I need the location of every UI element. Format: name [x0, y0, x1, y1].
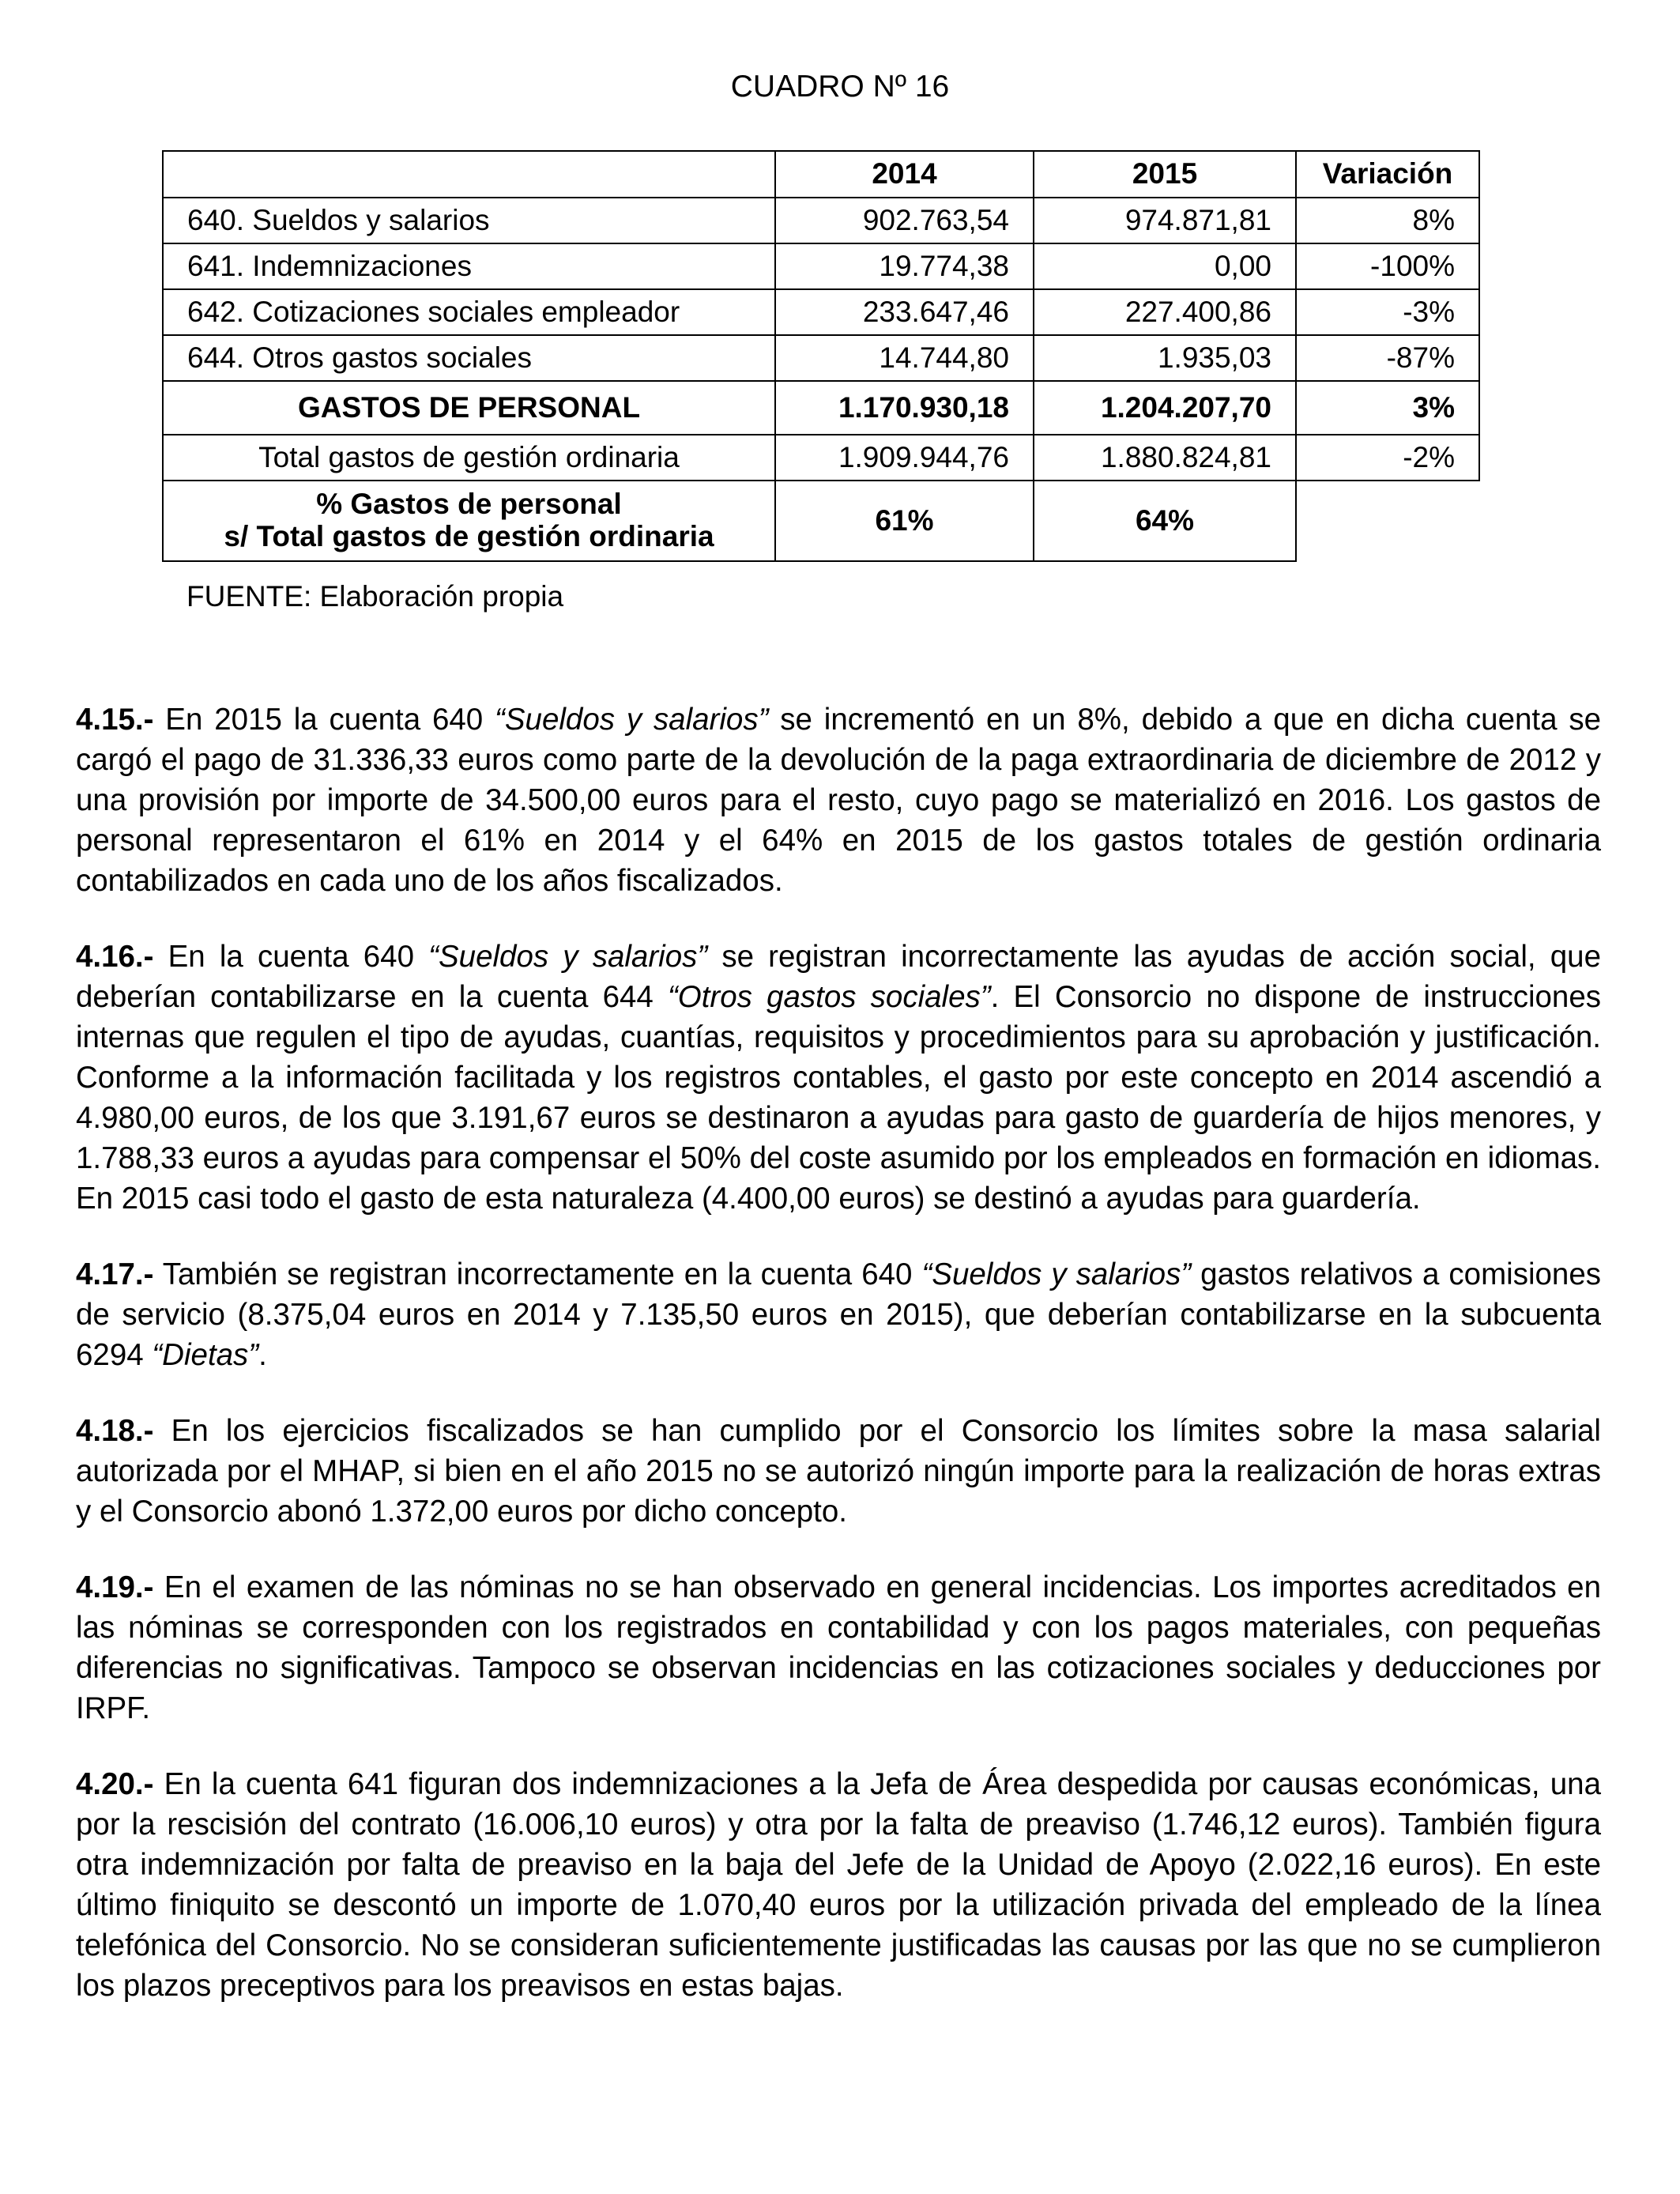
value-variacion: 8% — [1296, 198, 1479, 243]
percentage-label-line1: % Gastos de personal — [316, 488, 622, 521]
paragraph-text: En 2015 la cuenta 640 — [153, 703, 495, 737]
value-2015: 227.400,86 — [1034, 289, 1296, 335]
paragraph — [76, 1567, 1601, 1728]
paragraph-number: 4.17.- — [76, 1257, 154, 1291]
total-label: GASTOS DE PERSONAL — [163, 381, 775, 435]
paragraph — [76, 1411, 1601, 1532]
quoted-account-name: “Sueldos y salarios” — [921, 1257, 1192, 1291]
total-variacion: 3% — [1296, 381, 1479, 435]
percentage-empty-cell — [1296, 481, 1479, 561]
paragraph — [76, 1764, 1601, 2006]
body-paragraphs — [76, 699, 1601, 2041]
total-2015: 1.204.207,70 — [1034, 381, 1296, 435]
value-2014: 902.763,54 — [775, 198, 1034, 243]
percentage-2015: 64% — [1034, 481, 1296, 561]
value-2015: 974.871,81 — [1034, 198, 1296, 243]
table-row — [163, 289, 1479, 335]
paragraph-text: . — [258, 1338, 267, 1372]
table-header-row — [163, 151, 1479, 198]
paragraph-number: 4.18.- — [76, 1414, 154, 1448]
percentage-2014: 61% — [775, 481, 1034, 561]
table-row — [163, 243, 1479, 289]
paragraph-text: se incrementó en un 8%, debido a que en dicha cuenta se cargó el pago de 31.336,33 euros como parte de la devolución de la paga extraordinaria de diciembre de 2012 y una provisión por importe de 34.500,00 euros para el resto, cuyo pago se materializó en 2016. Los gastos de personal representaron el 61% en 2014 y el 64% en 2015 de los gastos totales de gestión ordinaria contabilizados en cada uno de los años fiscalizados. — [76, 703, 1602, 898]
row-label: 641. Indemnizaciones — [163, 243, 775, 289]
paragraph-text: se registran incorrectamente las ayudas de acción social, que deberían contabilizarse en la cuenta 644 — [76, 940, 1601, 1014]
row-label: 644. Otros gastos sociales — [163, 335, 775, 381]
total-2014: 1.170.930,18 — [775, 381, 1034, 435]
paragraph — [76, 937, 1601, 1219]
header-cell-empty — [163, 151, 775, 198]
header-cell-2015: 2015 — [1034, 151, 1296, 198]
quoted-account-name: “Sueldos y salarios” — [428, 940, 708, 974]
table-title: CUADRO Nº 16 — [730, 70, 950, 104]
ordinaria-2014: 1.909.944,76 — [775, 435, 1034, 481]
paragraph-text: En la cuenta 640 — [153, 940, 429, 974]
header-cell-variacion: Variación — [1296, 151, 1479, 198]
value-variacion: -87% — [1296, 335, 1479, 381]
paragraph-text: En el examen de las nóminas no se han observado en general incidencias. Los importes acreditados en las nóminas se corresponden con los registrados en contabilidad y con los pagos materiales, con pequeñas diferencias no significativas. Tampoco se observan incidencias en las cotizaciones sociales y deducciones por IRPF. — [76, 1570, 1601, 1725]
value-2014: 14.744,80 — [775, 335, 1034, 381]
paragraph-text: gastos relativos a comisiones de servicio (8.375,04 euros en 2014 y 7.135,50 euros en 2015), que deberían contabilizarse en la subcuenta 6294 — [76, 1257, 1601, 1372]
table-row — [163, 198, 1479, 243]
value-2014: 233.647,46 — [775, 289, 1034, 335]
ordinaria-label: Total gastos de gestión ordinaria — [163, 435, 775, 481]
value-variacion: -100% — [1296, 243, 1479, 289]
value-2015: 0,00 — [1034, 243, 1296, 289]
paragraph-number: 4.20.- — [76, 1767, 154, 1801]
paragraph — [76, 699, 1601, 901]
source-note: FUENTE: Elaboración propia — [186, 580, 564, 613]
row-label: 642. Cotizaciones sociales empleador — [163, 289, 775, 335]
percentage-label — [163, 481, 775, 561]
ordinaria-2015: 1.880.824,81 — [1034, 435, 1296, 481]
quoted-account-name: “Dietas” — [152, 1338, 259, 1372]
ordinaria-variacion: -2% — [1296, 435, 1479, 481]
paragraph-text: . El Consorcio no dispone de instrucciones internas que regulen el tipo de ayudas, cuantías, requisitos y procedimientos para su aprobación y justificación. Conforme a la información facilitada y los registros contables, el gasto por este concepto en 2014 ascendió a 4.980,00 euros, de los que 3.191,67 euros se destinaron a ayudas para gasto de guardería de hijos menores, y 1.788,33 euros a ayudas para compensar el 50% del coste asumido por los empleados en formación en idiomas. En 2015 casi todo el gasto de esta naturaleza (4.400,00 euros) se destinó a ayudas para guardería. — [76, 980, 1602, 1216]
table-row — [163, 335, 1479, 381]
cuadro-table — [162, 150, 1480, 562]
value-2014: 19.774,38 — [775, 243, 1034, 289]
total-ordinaria-row — [163, 435, 1479, 481]
row-label: 640. Sueldos y salarios — [163, 198, 775, 243]
quoted-account-name: “Otros gastos sociales” — [667, 980, 991, 1014]
value-2015: 1.935,03 — [1034, 335, 1296, 381]
paragraph-text: En la cuenta 641 figuran dos indemnizaciones a la Jefa de Área despedida por causas económicas, una por la rescisión del contrato (16.006,10 euros) y otra por la falta de preaviso (1.746,12 euros). También figura otra indemnización por falta de preaviso en la baja del Jefe de la Unidad de Apoyo (2.022,16 euros). En este último finiquito se descontó un importe de 1.070,40 euros por la utilización privada del empleado de la línea telefónica del Consorcio. No se consideran suficientemente justificadas las causas por las que no se cumplieron los plazos preceptivos para los preavisos en estas bajas. — [76, 1767, 1601, 2003]
percentage-row — [163, 481, 1479, 561]
quoted-account-name: “Sueldos y salarios” — [495, 703, 769, 737]
percentage-label-line2: s/ Total gastos de gestión ordinaria — [224, 520, 714, 552]
paragraph-number: 4.16.- — [76, 940, 154, 974]
paragraph-number: 4.15.- — [76, 703, 154, 737]
paragraph-text: En los ejercicios fiscalizados se han cumplido por el Consorcio los límites sobre la masa salarial autorizada por el MHAP, si bien en el año 2015 no se autorizó ningún importe para la realización de horas extras y el Consorcio abonó 1.372,00 euros por dicho concepto. — [76, 1414, 1601, 1529]
paragraph-text: También se registran incorrectamente en la cuenta 640 — [153, 1257, 922, 1291]
header-cell-2014: 2014 — [775, 151, 1034, 198]
total-personal-row — [163, 381, 1479, 435]
paragraph — [76, 1254, 1601, 1375]
value-variacion: -3% — [1296, 289, 1479, 335]
paragraph-number: 4.19.- — [76, 1570, 154, 1604]
